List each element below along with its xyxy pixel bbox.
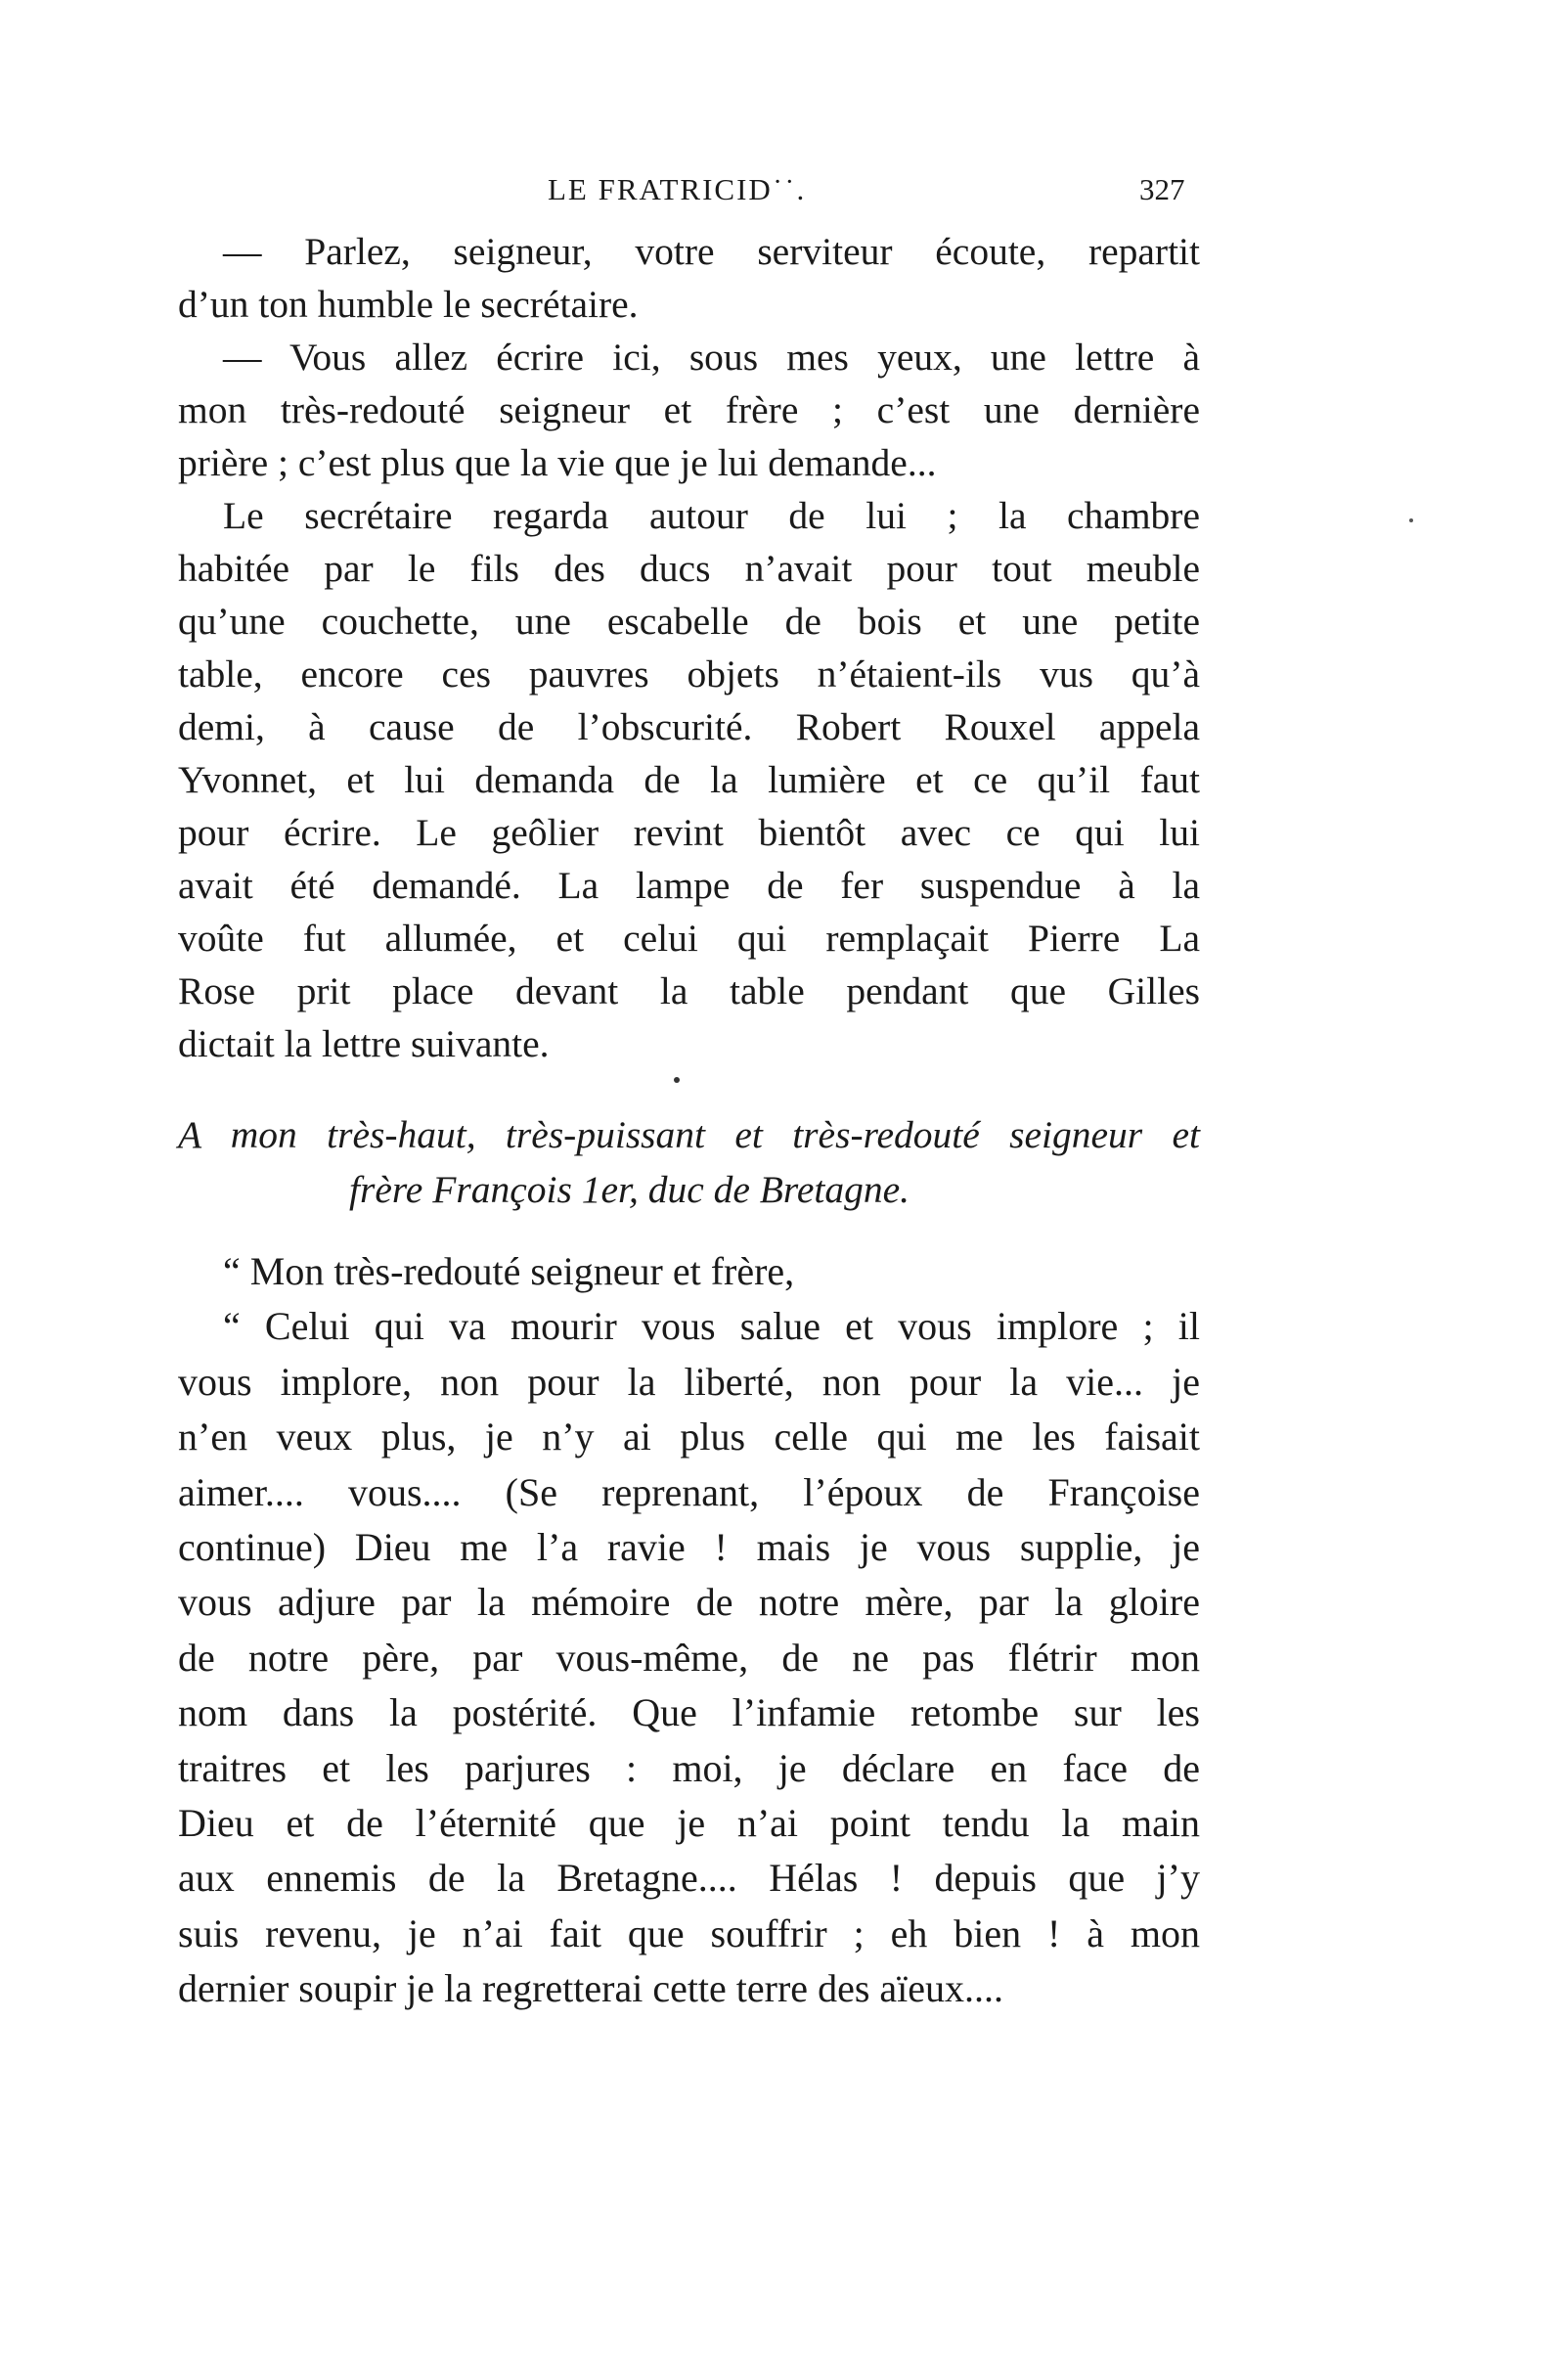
text-line: voûte fut allumée, et celui qui remplaçait Pierre La [178,917,1200,960]
letter-line: dernier soupir je la regretterai cette terre des aïeux.... [178,1966,1004,2011]
letter-line: traitres et les parjures : moi, je déclare en face de [178,1745,1200,1790]
text-line: d’un ton humble le secrétaire. [178,283,639,326]
running-title: LE FRATRICID˙˙. [548,172,807,206]
text-line: pour écrire. Le geôlier revint bientôt avec ce qui lui [178,811,1200,854]
letter-line: Dieu et de l’éternité que je n’ai point tendu la main [178,1800,1200,1845]
text-line: demi, à cause de l’obscurité. Robert Rouxel appela [178,705,1200,748]
letter-line: vous adjure par la mémoire de notre mère, par la gloire [178,1580,1200,1625]
body-text [178,225,1200,1217]
text-line: prière ; c’est plus que la vie que je lui demande... [178,441,937,484]
text-line: mon très-redouté seigneur et frère ; c’est une dernière [178,388,1200,431]
text-line: Rose prit place devant la table pendant que Gilles [178,969,1200,1012]
text-line: table, encore ces pauvres objets n’étaient-ils vus qu’à [178,652,1200,696]
letter-line: aux ennemis de la Bretagne.... Hélas ! depuis que j’y [178,1856,1200,1901]
text-line: Yvonnet, et lui demanda de la lumière et ce qu’il faut [178,758,1200,801]
letter-line: “ Celui qui va mourir vous salue et vous implore ; il [223,1304,1200,1349]
letter-line: vous implore, non pour la liberté, non pour la vie... je [178,1359,1200,1404]
letter-heading-line: frère François 1er, duc de Bretagne. [349,1168,910,1211]
page-number: 327 [1139,172,1185,206]
text-line: Le secrétaire regarda autour de lui ; la chambre [223,494,1200,537]
text-line: habitée par le fils des ducs n’avait pour tout meuble [178,547,1200,590]
letter-line: n’en veux plus, je n’y ai plus celle qui me les faisait [178,1415,1200,1459]
letter-line: de notre père, par vous-même, de ne pas flétrir mon [178,1635,1200,1680]
letter-line: suis revenu, je n’ai fait que souffrir ; eh bien ! à mon [178,1910,1200,1955]
ink-speck [1409,518,1413,522]
text-line: avait été demandé. La lampe de fer suspendue à la [178,864,1200,907]
letter-heading-line: A mon très-haut, très-puissant et très-redouté seigneur et [178,1113,1200,1156]
letter-line: continue) Dieu me l’a ravie ! mais je vous supplie, je [178,1524,1200,1569]
text-line: dictait la lettre suivante. [178,1022,550,1065]
running-head [0,168,1553,211]
letter-text [178,1244,1200,2016]
section-gap [178,1070,1200,1107]
letter-line: aimer.... vous.... (Se reprenant, l’époux de Françoise [178,1469,1200,1514]
text-line: qu’une couchette, une escabelle de bois et une petite [178,600,1200,643]
text-line: — Parlez, seigneur, votre serviteur écoute, repartit [223,230,1200,273]
text-line: — Vous allez écrire ici, sous mes yeux, une lettre à [223,336,1200,379]
letter-line: “ Mon très-redouté seigneur et frère, [223,1249,795,1293]
letter-line: nom dans la postérité. Que l’infamie retombe sur les [178,1690,1200,1735]
